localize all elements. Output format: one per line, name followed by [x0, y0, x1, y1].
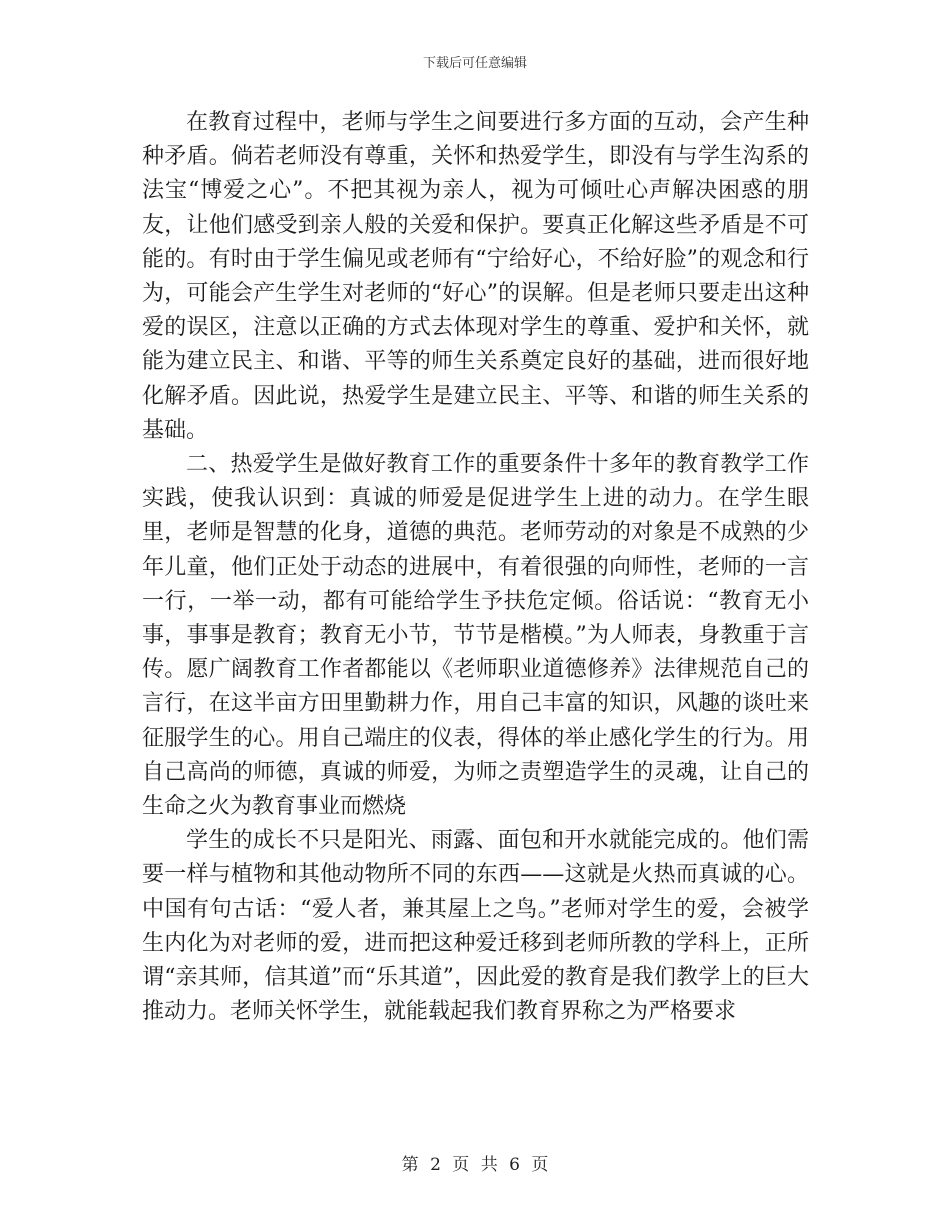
document-body [142, 106, 809, 1029]
paragraph-1: 在教育过程中，老师与学生之间要进行多方面的互动，会产生种种矛盾。倘若老师没有尊重，关怀和热爱学生，即没有与学生沟系的法宝“博爱之心”。不把其视为亲人，视为可倾吐心声解决困惑的朋友，让他们感受到亲人般的关爱和保护。要真正化解这些矛盾是不可能的。有时由于学生偏见或老师有“宁给好心，不给好脸”的观念和行为，可能会产生学生对老师的“好心”的误解。但是老师只要走出这种爱的误区，注意以正确的方式去体现对学生的尊重、爱护和关怀，就能为建立民主、和谐、平等的师生关系奠定良好的基础，进而很好地化解矛盾。因此说，热爱学生是建立民主、平等、和谐的师生关系的基础。 [142, 110, 809, 443]
page-header: 下载后可任意编辑 [422, 56, 527, 71]
paragraph-3: 学生的成长不只是阳光、雨露、面包和开水就能完成的。他们需要一样与植物和其他动物所不同的东西——这就是火热而真诚的心。中国有句古话：“爱人者，兼其屋上之鸟。”老师对学生的爱，会被学生内化为对老师的爱，进而把这种爱迁移到老师所教的学科上，正所谓“亲其师，信其道”而“乐其道”，因此爱的教育是我们教学上的巨大推动力。老师关怀学生，就能载起我们教育界称之为严格要求 [142, 828, 809, 1025]
paragraph-2: 二、热爱学生是做好教育工作的重要条件十多年的教育教学工作实践，使我认识到：真诚的师爱是促进学生上进的动力。在学生眼里，老师是智慧的化身，道德的典范。老师劳动的对象是不成熟的少年儿童，他们正处于动态的进展中，有着很强的向师性，老师的一言一行，一举一动，都有可能给学生予扶危定倾。俗话说：“教育无小事，事事是教育；教育无小节，节节是楷模。”为人师表，身教重于言传。愿广阔教育工作者都能以《老师职业道德修养》法律规范自己的言行，在这半亩方田里勤耕力作，用自己丰富的知识，风趣的谈吐来征服学生的心。用自己端庄的仪表，得体的举止感化学生的行为。用自己高尚的师德，真诚的师爱，为师之责塑造学生的灵魂，让自己的生命之火为教育事业而燃烧 [142, 452, 809, 820]
page-number-footer: 第 2 页 共 6 页 [401, 1155, 549, 1175]
